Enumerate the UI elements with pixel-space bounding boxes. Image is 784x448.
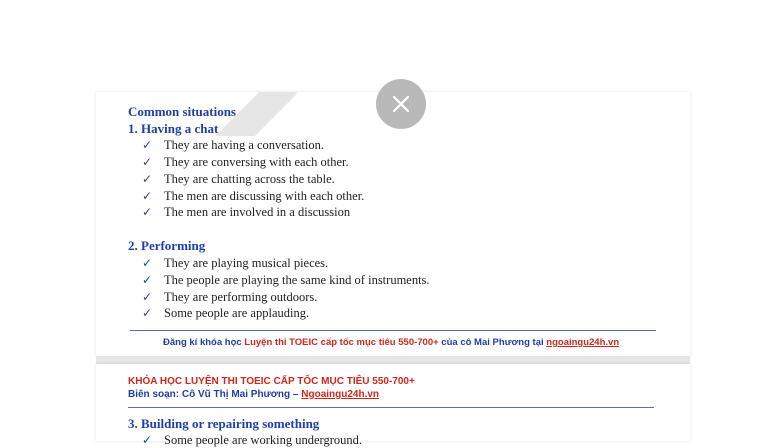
section-title-performing: 2. Performing — [128, 238, 206, 253]
list-item: Some people are applauding. — [164, 306, 310, 320]
footer-text-2: của cô Mai Phương tại — [438, 337, 547, 348]
list-item: They are chatting across the table. — [164, 172, 335, 186]
section-title-having-a-chat: 1. Having a chat — [128, 121, 219, 136]
footer-link[interactable]: ngoaingu24h.vn — [546, 337, 620, 348]
author-link[interactable]: Ngoaingu24h.vn — [301, 389, 380, 400]
list-item: Some people are working underground. — [164, 433, 362, 447]
list-item: They are performing outdoors. — [164, 290, 318, 304]
page-footer — [163, 337, 619, 348]
check-icon: ✓ — [142, 273, 153, 287]
list-item: They are playing musical pieces. — [164, 256, 329, 270]
list-item: They are having a conversation. — [164, 138, 325, 152]
close-icon — [392, 95, 410, 113]
list-item: The men are involved in a discussion — [164, 205, 351, 219]
list-item: The people are playing the same kind of instruments. — [164, 273, 430, 287]
list-item: They are conversing with each other. — [164, 155, 349, 169]
header-divider — [128, 407, 654, 408]
page-separator — [96, 356, 690, 364]
check-icon: ✓ — [142, 138, 153, 152]
footer-text: Đăng kí khóa học — [163, 337, 245, 348]
section-title-building: 3. Building or repairing something — [128, 416, 320, 431]
author-prefix: Biên soạn: Cô Vũ Thị Mai Phương – — [128, 389, 302, 400]
course-heading: KHÓA HỌC LUYỆN THI TOEIC CẤP TỐC MỤC TIÊU 550-700+ — [128, 376, 415, 387]
check-icon: ✓ — [142, 172, 153, 186]
check-icon: ✓ — [142, 256, 153, 270]
author-line — [128, 389, 379, 400]
check-icon: ✓ — [142, 290, 153, 304]
list-item: The men are discussing with each other. — [164, 189, 365, 203]
check-icon: ✓ — [142, 205, 153, 219]
close-button[interactable] — [376, 79, 426, 129]
check-icon: ✓ — [142, 306, 153, 320]
page-heading: Common situations — [128, 104, 236, 119]
check-icon: ✓ — [142, 189, 153, 203]
check-icon: ✓ — [142, 433, 153, 447]
footer-divider — [130, 330, 656, 331]
check-icon: ✓ — [142, 155, 153, 169]
footer-course-name: Luyện thi TOEIC cấp tốc mục tiêu 550-700+ — [244, 337, 439, 348]
